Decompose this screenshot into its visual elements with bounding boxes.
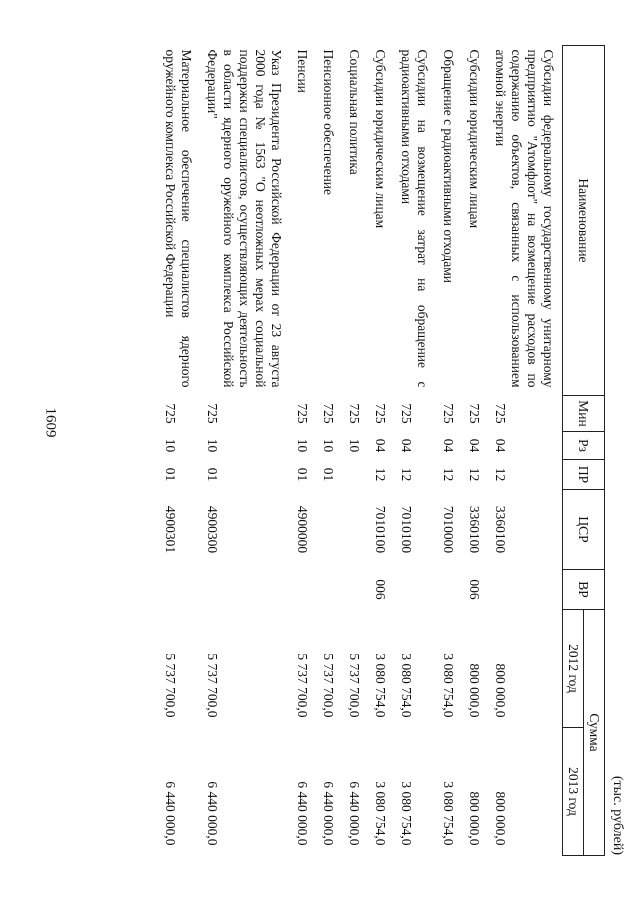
row-min: 725 [373,403,388,424]
table-row [158,46,200,856]
row-name: Пенсии [295,49,310,93]
row-sum-2012: 5 737 700,0 [295,653,310,718]
row-min: 725 [347,403,362,424]
budget-table [158,45,605,856]
row-rz: 10 [321,438,336,453]
row-sum-2012: 5 737 700,0 [163,653,178,718]
table-row [316,46,342,856]
row-csr: 7010100 [399,505,414,554]
header-year-2013: 2013 год [563,728,584,856]
header-csr: ЦСР [563,490,605,570]
row-name: Материальное обеспечение специалистов ядерного оружейного комплекса Российской Федерации [163,49,194,388]
row-name: Субсидии на возмещение затрат на обращение с радиоактивными отходами [399,49,430,388]
row-min: 725 [441,403,456,424]
row-name: Субсидии юридическим лицам [373,49,388,229]
row-name: Субсидии федеральному государственному унитарному предприятию "Атомфлот" на возмещение расходов по содержанию объектов, связанных с использованием атомной энергии [493,49,556,388]
row-vr [394,570,436,610]
row-csr: 3360100 [467,505,482,554]
row-pr: 12 [399,467,414,482]
row-csr: 3360100 [493,505,508,554]
row-min: 725 [399,403,414,424]
table-row [342,46,368,856]
row-sum-2013: 3 080 754,0 [373,781,388,846]
table-row [290,46,316,856]
row-name: Субсидии юридическим лицам [467,49,482,229]
row-vr [436,570,462,610]
row-pr [342,460,368,490]
row-vr [316,570,342,610]
row-csr: 7010100 [373,505,388,554]
row-min: 725 [205,403,220,424]
row-csr: 7010000 [441,505,456,554]
row-sum-2012: 3 080 754,0 [441,653,456,718]
row-min: 725 [467,403,482,424]
row-csr: 4900000 [295,505,310,554]
row-pr: 12 [441,467,456,482]
header-year-2012: 2012 год [563,610,584,728]
row-rz: 04 [373,438,388,453]
row-sum-2013: 800 000,0 [493,791,508,846]
row-sum-2012: 3 080 754,0 [399,653,414,718]
row-csr: 4900301 [163,505,178,554]
row-rz: 04 [399,438,414,453]
table-row [368,46,394,856]
row-pr: 01 [205,467,220,482]
row-vr [200,570,290,610]
table-row [394,46,436,856]
row-rz: 10 [205,438,220,453]
table-row [488,46,563,856]
row-sum-2012: 3 080 754,0 [373,653,388,718]
row-rz: 04 [493,438,508,453]
row-sum-2013: 6 440 000,0 [163,781,178,846]
row-min: 725 [493,403,508,424]
header-rz: Рз [563,432,605,460]
table-row [462,46,488,856]
row-pr: 12 [373,467,388,482]
row-rz: 10 [295,438,310,453]
header-name: Наименование [563,46,605,396]
table-row [436,46,462,856]
row-sum-2012: 5 737 700,0 [205,653,220,718]
table-row [200,46,290,856]
row-sum-2013: 3 080 754,0 [399,781,414,846]
row-rz: 10 [163,438,178,453]
row-pr: 01 [295,467,310,482]
row-name: Пенсионное обеспечение [321,49,336,196]
row-min: 725 [163,403,178,424]
header-pr: ПР [563,460,605,490]
row-sum-2013: 6 440 000,0 [321,781,336,846]
row-sum-2013: 6 440 000,0 [347,781,362,846]
row-csr [342,490,368,570]
row-vr [488,570,563,610]
header-min: Мин [563,396,605,432]
rotated-page-content [65,45,625,865]
row-sum-2012: 800 000,0 [467,663,482,718]
row-vr [158,570,200,610]
row-rz: 04 [467,438,482,453]
row-csr [316,490,342,570]
row-sum-2012: 5 737 700,0 [321,653,336,718]
unit-label: (тыс. рублей) [610,775,625,855]
row-min: 725 [295,403,310,424]
row-sum-2013: 3 080 754,0 [441,781,456,846]
row-pr: 01 [321,467,336,482]
row-name: Указ Президента Российской Федерации от 23 августа 2000 года № 1563 "О неотложных мерах социальной поддержки специалистов, осуществляющих деятельность в области ядерного оружейного комплекса Российской Федерации" [205,49,284,388]
row-vr: 006 [373,579,388,600]
row-sum-2012: 5 737 700,0 [347,653,362,718]
row-csr: 4900300 [205,505,220,554]
row-rz: 04 [441,438,456,453]
row-pr: 12 [493,467,508,482]
row-min: 725 [321,403,336,424]
row-vr: 006 [467,579,482,600]
row-sum-2012: 800 000,0 [493,663,508,718]
page-number: 1609 [42,407,59,438]
row-sum-2013: 800 000,0 [467,791,482,846]
row-name: Обращение с радиоактивными отходами [441,49,456,284]
row-pr: 12 [467,467,482,482]
header-sum: Сумма [584,610,605,856]
row-name: Социальная политика [347,49,362,175]
row-sum-2013: 6 440 000,0 [205,781,220,846]
row-vr [290,570,316,610]
row-sum-2013: 6 440 000,0 [295,781,310,846]
header-vr: ВР [563,570,605,610]
row-rz: 10 [347,438,362,453]
row-pr: 01 [163,467,178,482]
row-vr [342,570,368,610]
